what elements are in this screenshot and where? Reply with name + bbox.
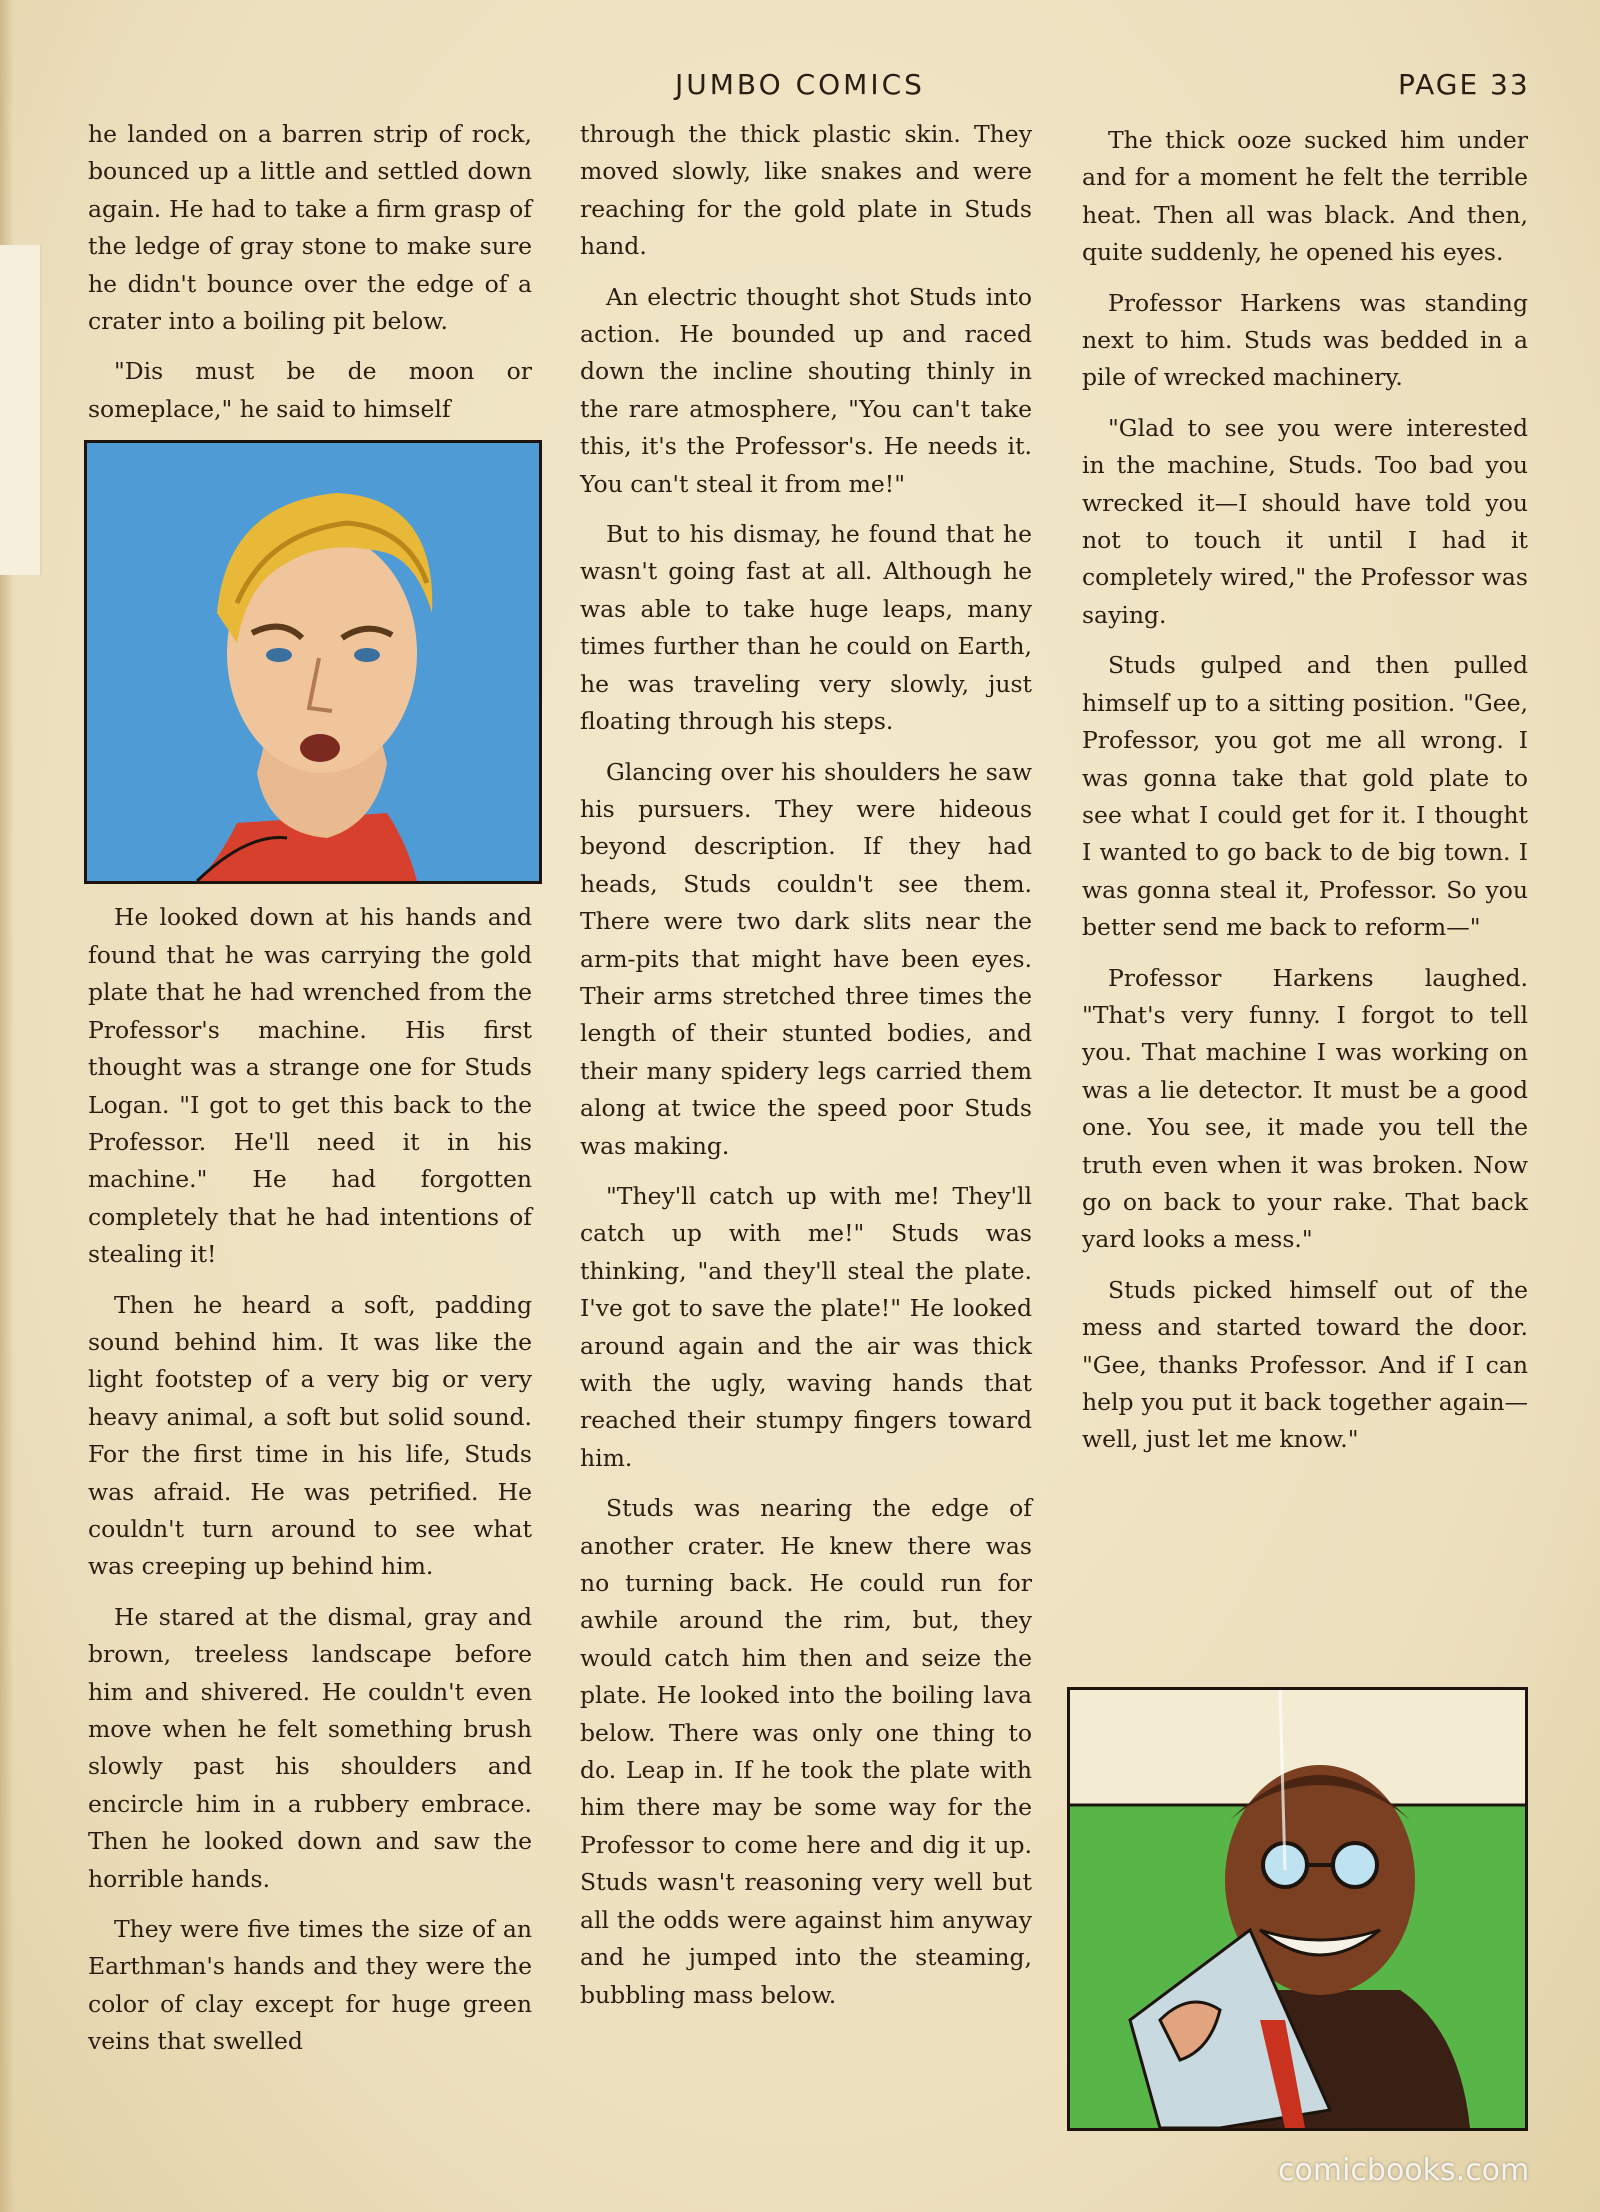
paragraph: Studs was nearing the edge of another crater. He knew there was no turning back. He could run for awhile around the rim, but, they would catch him then and seize the plate. He looked into the boiling lava below. There was only one thing to do. Leap in. If he took the plate with him there may be some way for the Professor to come here and dig it up. Studs wasn't reasoning very well but all the odds were against him anyway and he jumped into the steaming, bubbling mass below. — [580, 1494, 1032, 2009]
paragraph: Professor Harkens was standing next to him. Studs was bedded in a pile of wrecked machinery. — [1082, 288, 1528, 392]
paragraph: he landed on a barren strip of rock, bounced up a little and settled down again. He had to take a firm grasp of the ledge of gray stone to make sure he didn't bounce over the edge of a crater into a boiling pit below. — [88, 120, 532, 336]
paragraph: An electric thought shot Studs into action. He bounded up and raced down the incline shouting thinly in the rare atmosphere, "You can't take this, it's the Professor's. He needs it. You can't steal it from me!" — [580, 282, 1032, 498]
comic-panel-studs-portrait — [84, 440, 542, 884]
paragraph: Studs gulped and then pulled himself up to a sitting position. "Gee, Professor, you got me all wrong. I was gonna take that gold plate to see what I could get for it. I thought I wanted to go back to de big town. I was gonna steal it, Professor. So you better send me back to reform—" — [1082, 651, 1528, 942]
paragraph: He looked down at his hands and found that he was carrying the gold plate that he had wrenched from the Professor's machine. His first thought was a strange one for Studs Logan. "I got to get this back to the Professor. He'll need it in his machine." He had forgotten completely that he had intentions of stealing it! — [88, 903, 532, 1269]
paragraph: But to his dismay, he found that he wasn't going fast at all. Although he was able to take huge leaps, many times further than he could on Earth, he was traveling very slowly, just floating through his steps. — [580, 520, 1032, 736]
text-column-1 — [88, 116, 532, 2074]
paragraph: Then he heard a soft, padding sound behind him. It was like the light footstep of a very big or very heavy animal, a soft but solid sound. For the first time in his life, Studs was afraid. He was petrified. He couldn't turn around to see what was creeping up behind him. — [88, 1290, 532, 1581]
paragraph: Glancing over his shoulders he saw his pursuers. They were hideous beyond description. If they had heads, Studs couldn't see them. There were two dark slits near the arm-pits that might have been eyes. Their arms stretched three times the length of their stunted bodies, and their many spidery legs carried them along at twice the speed poor Studs was making. — [580, 757, 1032, 1160]
paragraph: He stared at the dismal, gray and brown, treeless landscape before him and shivered. He couldn't even move when he felt something brush slowly past his shoulders and encircle him in a rubbery embrace. Then he looked down and saw the horrible hands. — [88, 1602, 532, 1893]
paragraph: The thick ooze sucked him under and for a moment he felt the terrible heat. Then all was black. And then, quite suddenly, he opened his eyes. — [1082, 126, 1528, 267]
professor-illustration — [1070, 1690, 1525, 2128]
text-column-3 — [1082, 122, 1528, 1472]
paragraph: "They'll catch up with me! They'll catch up with me!" Studs was thinking, "and they'll steal the plate. I've got to save the plate!" He looked around again and the air was thick with the ugly, waving hands that reached their stumpy fingers toward him. — [580, 1181, 1032, 1472]
comic-panel-professor — [1067, 1687, 1528, 2131]
text-column-2 — [580, 116, 1032, 2027]
watermark: comicbooks.com — [1278, 2153, 1530, 2188]
paragraph: Studs picked himself out of the mess and started toward the door. "Gee, thanks Professor. And if I can help you put it back together again—well, just let me know." — [1082, 1275, 1528, 1454]
paragraph: Professor Harkens laughed. "That's very funny. I forgot to tell you. That machine I was working on was a lie detector. It must be a good one. You see, it made you tell the truth even when it was broken. Now go on back to your rake. That back yard looks a mess." — [1082, 963, 1528, 1254]
studs-illustration — [87, 443, 539, 881]
page-edge-tab — [0, 245, 42, 575]
paragraph: They were five times the size of an Earthman's hands and they were the color of clay except for huge green veins that swelled — [88, 1915, 532, 2056]
page-number: PAGE 33 — [1398, 68, 1530, 101]
paragraph: "Dis must be de moon or someplace," he said to himself — [88, 357, 532, 423]
paragraph: through the thick plastic skin. They moved slowly, like snakes and were reaching for the gold plate in Studs hand. — [580, 120, 1032, 261]
paragraph: "Glad to see you were interested in the machine, Studs. Too bad you wrecked it—I should have told you not to touch it until I had it completely wired," the Professor was saying. — [1082, 413, 1528, 629]
magazine-title: JUMBO COMICS — [675, 68, 925, 101]
